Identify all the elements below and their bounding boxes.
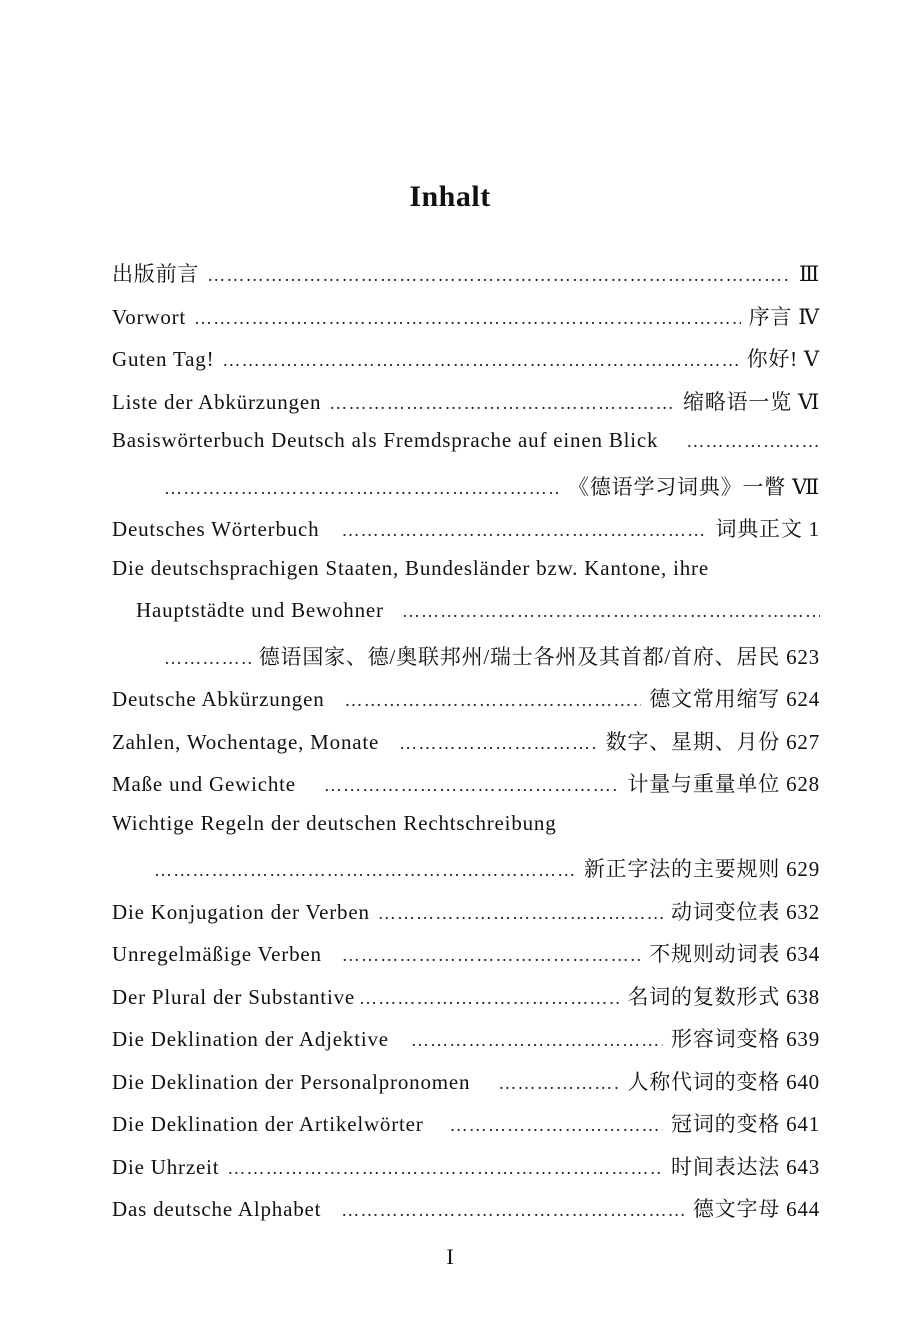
- toc-leader-dots: [154, 860, 576, 881]
- toc-entry-masse[interactable]: [112, 768, 820, 811]
- toc-entry-title: Basiswörterbuch Deutsch als Fremdsprache auf einen Blick: [112, 428, 659, 452]
- toc-entry-title: Die Deklination der Personalpronomen: [112, 1069, 471, 1094]
- toc-entry-page: 计量与重量单位 628: [627, 772, 820, 796]
- toc-entry-deklination-artikelwoerter[interactable]: [112, 1108, 820, 1151]
- toc-entry-title: Die Konjugation der Verben: [112, 899, 370, 924]
- toc-leader-dots: [207, 265, 791, 286]
- toc-leader-dots: [164, 478, 560, 499]
- toc-entry-title: Liste der Abkürzungen: [112, 389, 322, 414]
- toc-entry-vorwort[interactable]: [112, 301, 820, 344]
- toc-leader-dots: [194, 308, 741, 329]
- toc-entry-page: Ⅲ: [798, 262, 820, 286]
- toc-entry-basiswoerterbuch-cont[interactable]: [112, 471, 820, 514]
- toc-entry-plural[interactable]: [112, 981, 820, 1024]
- toc-entry-title: Die Deklination der Artikelwörter: [112, 1112, 424, 1136]
- toc-entry-title: Der Plural der Substantive: [112, 984, 356, 1009]
- toc-entry-title: Vorwort: [112, 304, 187, 329]
- toc-entry-deutsche-abkuerzungen[interactable]: [112, 683, 820, 726]
- toc-entry-deklination-adjektive[interactable]: [112, 1023, 820, 1066]
- toc-leader-dots: [399, 733, 598, 754]
- toc-entry-uhrzeit[interactable]: [112, 1151, 820, 1194]
- toc-leader-dots: [359, 988, 619, 1009]
- toc-leader-dots: [686, 431, 820, 452]
- toc-entry-alphabet[interactable]: [112, 1193, 820, 1236]
- toc-entry-title: Maße und Gewichte: [112, 772, 296, 796]
- toc-entry-page: 你好! Ⅴ: [746, 347, 820, 371]
- toc-entry-title: Die Deklination der Adjektive: [112, 1027, 389, 1051]
- toc-entry-zahlen[interactable]: [112, 726, 820, 769]
- toc-entry-page: 《德语学习词典》一瞥 Ⅶ: [568, 474, 820, 499]
- table-of-contents: [112, 258, 820, 1236]
- toc-entry-page: 冠词的变格 641: [671, 1112, 820, 1136]
- toc-leader-dots: [402, 601, 820, 622]
- toc-entry-guten-tag[interactable]: [112, 343, 820, 386]
- toc-entry-page: 不规则动词表 634: [649, 942, 820, 966]
- toc-entry-deutsches-woerterbuch[interactable]: [112, 513, 820, 556]
- toc-leader-dots: [324, 775, 620, 796]
- toc-entry-title: Das deutsche Alphabet: [112, 1197, 322, 1221]
- page-title: Inhalt: [409, 180, 491, 213]
- toc-entry-title: Zahlen, Wochentage, Monate: [112, 729, 380, 754]
- toc-entry-title: Guten Tag!: [112, 347, 215, 371]
- toc-entry-page: 新正字法的主要规则 629: [583, 857, 820, 881]
- toc-entry-page: 词典正文 1: [715, 517, 820, 541]
- toc-leader-dots: [329, 393, 675, 414]
- toc-entry-page: 动词变位表 632: [671, 899, 820, 924]
- toc-entry-rechtschreibung-page[interactable]: [112, 853, 820, 896]
- toc-leader-dots: [345, 690, 642, 711]
- toc-entry-title: Wichtige Regeln der deutschen Rechtschreibung: [112, 810, 557, 835]
- toc-leader-dots: [450, 1115, 663, 1136]
- toc-entry-staaten-page[interactable]: [112, 641, 820, 684]
- toc-entry-title: Deutsches Wörterbuch: [112, 517, 320, 541]
- toc-entry-title: 出版前言: [112, 262, 200, 286]
- toc-entry-title: Unregelmäßige Verben: [112, 942, 322, 966]
- toc-leader-dots: [378, 903, 663, 924]
- toc-entry-title: Die Uhrzeit: [112, 1154, 220, 1179]
- toc-leader-dots: [227, 1158, 663, 1179]
- toc-entry-unregelmaessige-verben[interactable]: [112, 938, 820, 981]
- toc-leader-dots: [164, 648, 251, 669]
- toc-leader-dots: [222, 350, 738, 371]
- toc-entry-page: 德文字母 644: [692, 1197, 820, 1221]
- toc-leader-dots: [341, 520, 707, 541]
- toc-entry-staaten[interactable]: [112, 556, 820, 599]
- toc-entry-preface-cn[interactable]: [112, 258, 820, 301]
- toc-entry-page: 人称代词的变格 640: [627, 1069, 820, 1094]
- toc-entry-page: 序言 Ⅳ: [748, 304, 820, 329]
- toc-entry-title: Die deutschsprachigen Staaten, Bundesländer bzw. Kantone, ihre: [112, 555, 709, 580]
- toc-leader-dots: [498, 1073, 619, 1094]
- toc-entry-page: 时间表达法 643: [671, 1154, 820, 1179]
- toc-leader-dots: [411, 1030, 663, 1051]
- toc-entry-basiswoerterbuch[interactable]: [112, 428, 820, 471]
- toc-entry-title: Deutsche Abkürzungen: [112, 687, 325, 711]
- toc-entry-konjugation[interactable]: [112, 896, 820, 939]
- toc-entry-page: 德文常用缩写 624: [649, 687, 820, 711]
- toc-entry-abkuerzungen-liste[interactable]: [112, 386, 820, 429]
- toc-entry-page: 名词的复数形式 638: [627, 984, 820, 1009]
- toc-entry-page: 德语国家、德/奥联邦州/瑞士各州及其首都/首府、居民 623: [258, 644, 820, 669]
- toc-entry-page: 缩略语一览 Ⅵ: [683, 389, 820, 414]
- toc-entry-staaten-cont[interactable]: [112, 598, 820, 641]
- toc-entry-rechtschreibung[interactable]: [112, 811, 820, 854]
- toc-entry-page: 数字、星期、月份 627: [605, 729, 820, 754]
- toc-leader-dots: [341, 1200, 685, 1221]
- toc-leader-dots: [342, 945, 641, 966]
- toc-entry-page: 形容词变格 639: [671, 1027, 820, 1051]
- toc-entry-title: Hauptstädte und Bewohner: [136, 598, 384, 622]
- toc-entry-deklination-personalpronomen[interactable]: [112, 1066, 820, 1109]
- page-number: I: [446, 1244, 454, 1269]
